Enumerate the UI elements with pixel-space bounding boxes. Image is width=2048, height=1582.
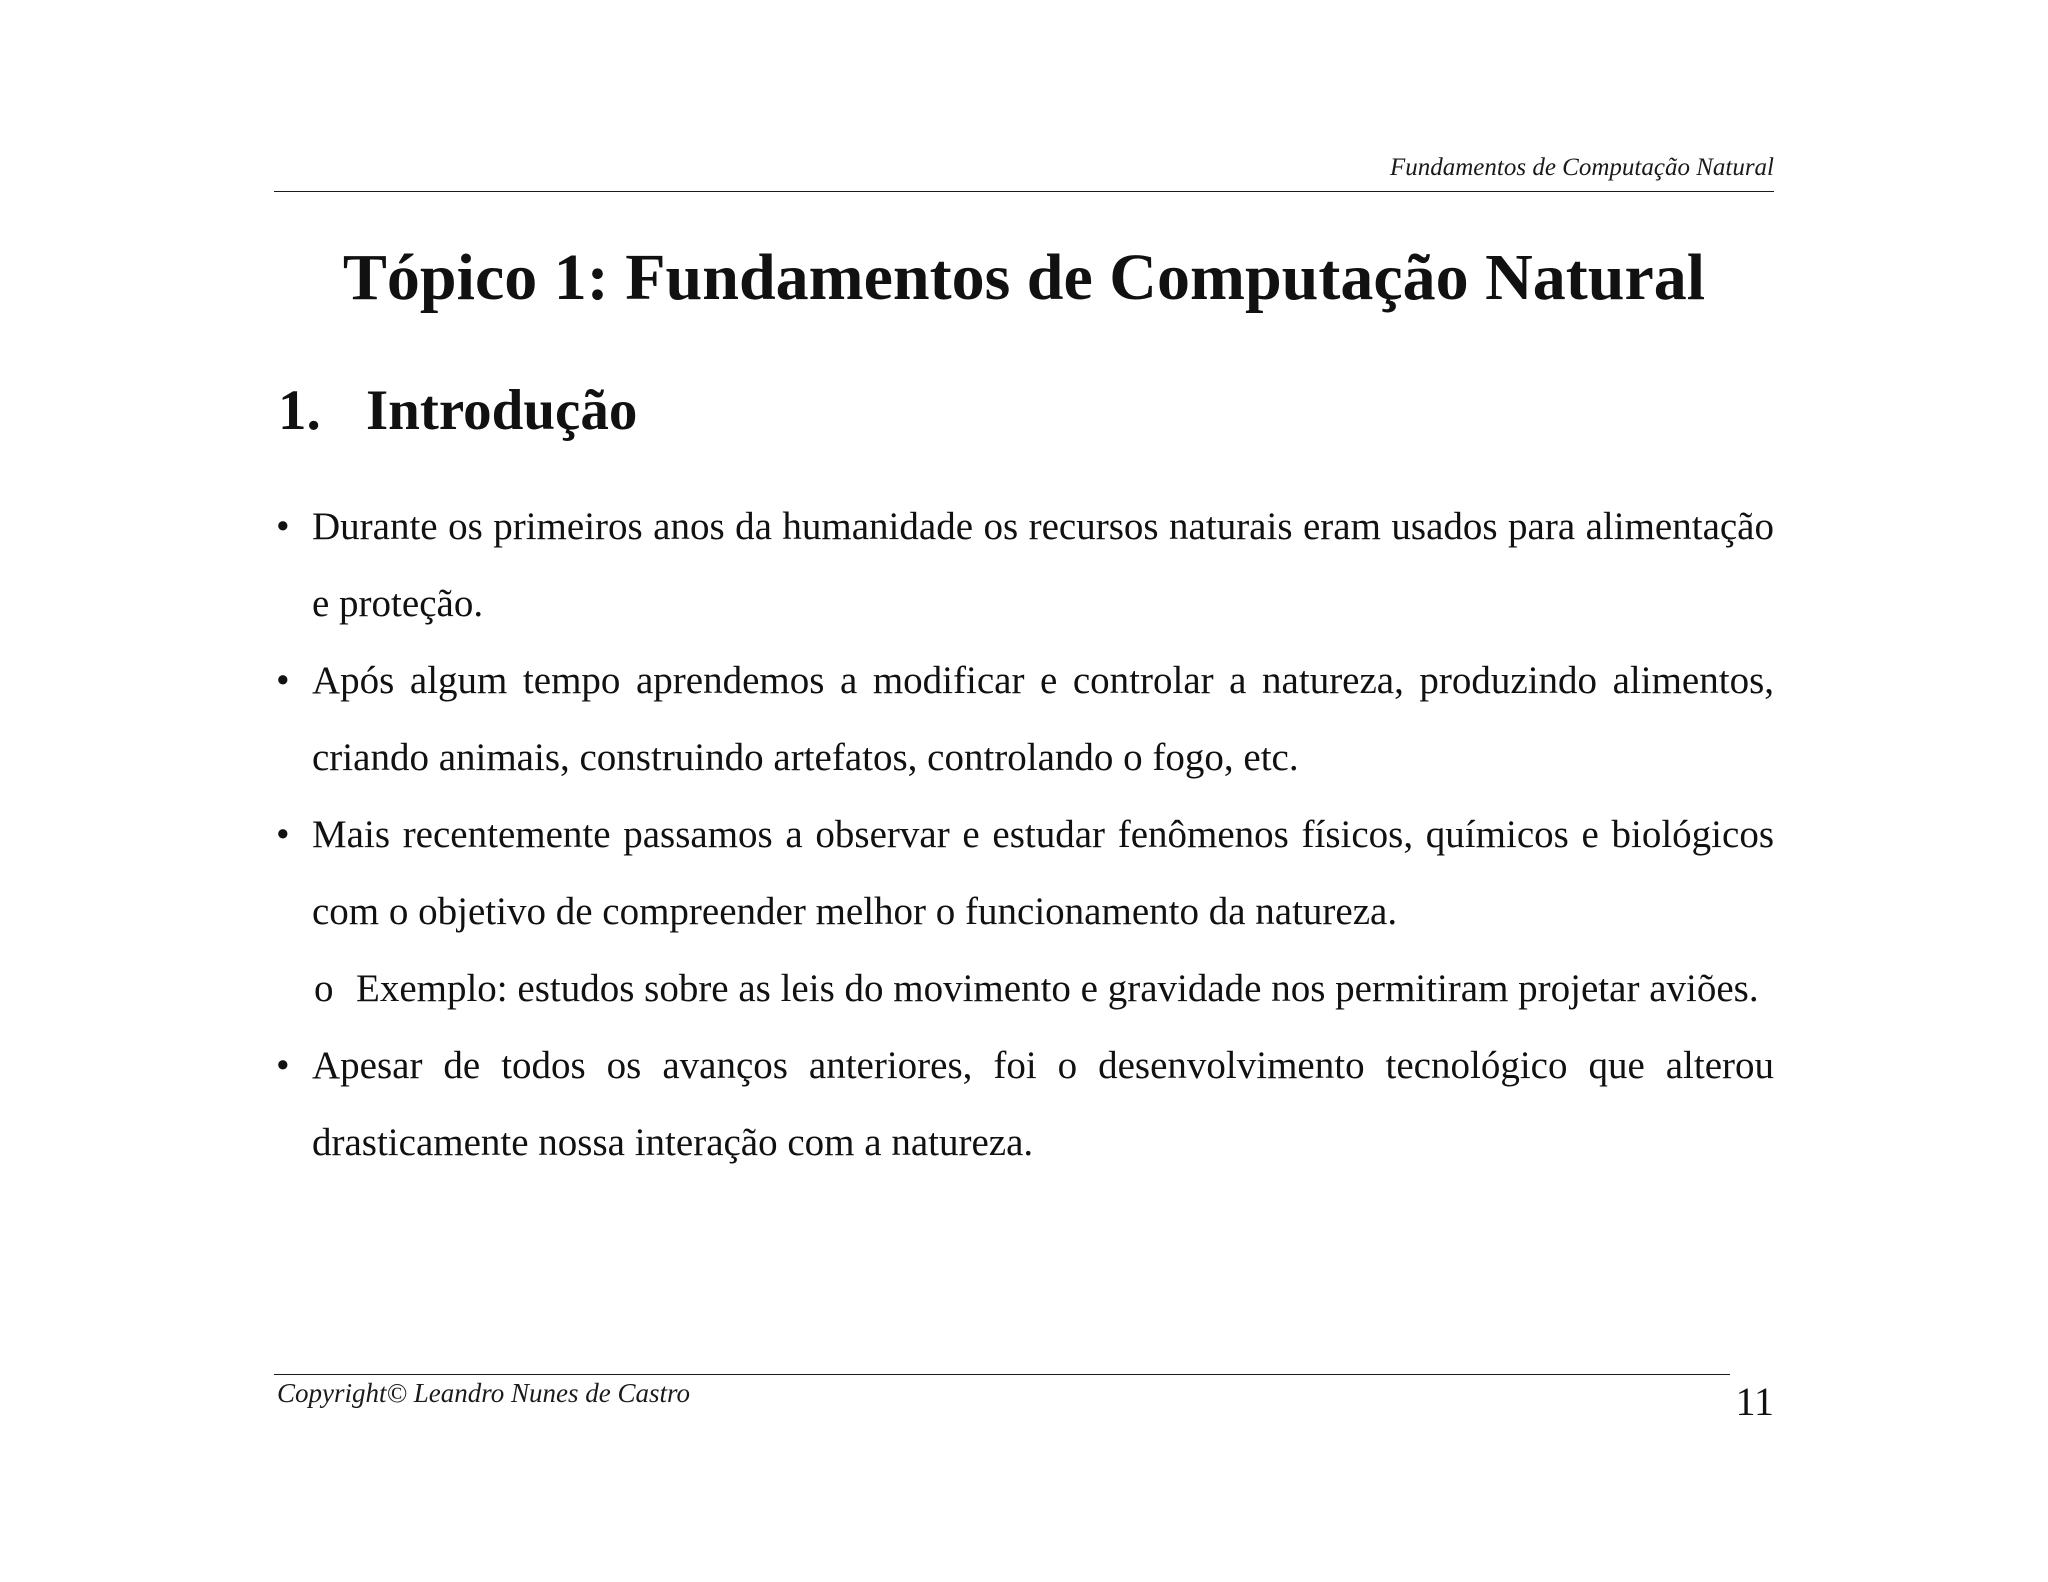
sub-list-item-text: Exemplo: estudos sobre as leis do movimento e gravidade nos permitiram projetar aviões.: [356, 967, 1759, 1010]
list-item: [274, 1027, 1774, 1181]
bullet-icon: •: [276, 505, 290, 548]
sub-bullet-icon: o: [314, 967, 334, 1010]
section-heading: [278, 380, 637, 443]
running-header: Fundamentos de Computação Natural: [1389, 154, 1774, 181]
list-item-text: Durante os primeiros anos da humanidade os recursos naturais eram usados para alimentação e proteção.: [312, 505, 1774, 625]
list-item: [274, 796, 1774, 950]
section-title: Introdução: [366, 379, 638, 442]
bullet-list: [274, 488, 1774, 1181]
footer-divider: [274, 1374, 1730, 1375]
header-divider: [274, 191, 1774, 192]
page-title: Tópico 1: Fundamentos de Computação Natural: [342, 241, 1706, 314]
list-item: [274, 642, 1774, 796]
bullet-icon: •: [276, 1044, 290, 1087]
copyright-notice: Copyright© Leandro Nunes de Castro: [277, 1378, 691, 1408]
bullet-icon: •: [276, 659, 290, 702]
sub-list-item: [274, 950, 1774, 1027]
list-item: [274, 488, 1774, 642]
page-number: 11: [1735, 1379, 1774, 1424]
list-item-text: Apesar de todos os avanços anteriores, foi o desenvolvimento tecnológico que alterou drasticamente nossa interação com a natureza.: [312, 1044, 1774, 1164]
list-item-text: Mais recentemente passamos a observar e estudar fenômenos físicos, químicos e biológicos com o objetivo de compreender melhor o funcionamento da natureza.: [312, 813, 1774, 933]
list-item-text: Após algum tempo aprendemos a modificar e controlar a natureza, produzindo alimentos, criando animais, construindo artefatos, controlando o fogo, etc.: [312, 659, 1774, 779]
section-number: 1.: [278, 379, 321, 442]
bullet-icon: •: [276, 813, 290, 856]
